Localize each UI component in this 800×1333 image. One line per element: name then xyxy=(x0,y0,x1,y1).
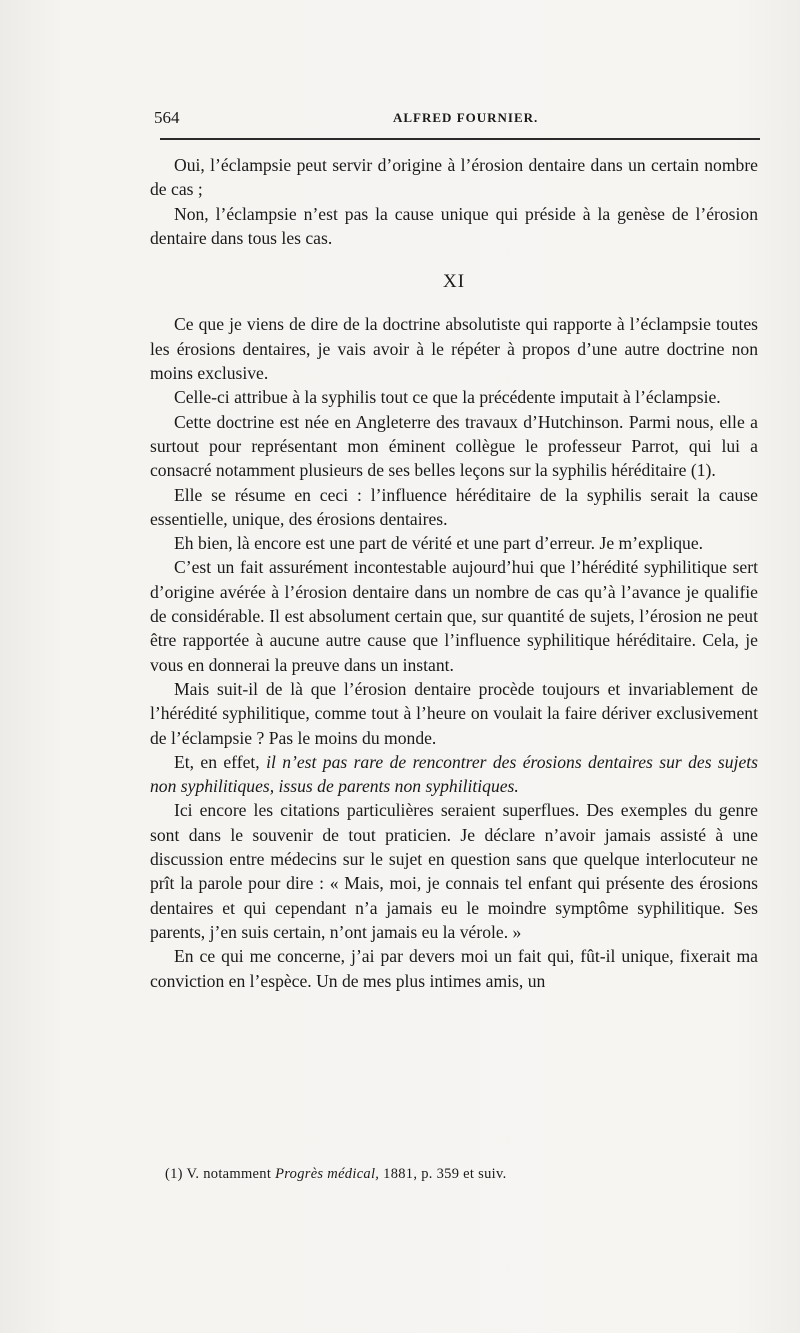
emphasis-italic: il n’est pas rare de rencontrer des érosions dentaires sur des sujets non syphilitiques, issus de parents non syphilitiques. xyxy=(150,751,759,797)
paragraph: Oui, l’éclampsie peut servir d’origine à l’érosion dentaire dans un certain nombre de cas ; xyxy=(150,155,758,200)
footnote-italic: Progrès médical, xyxy=(275,1166,380,1182)
paragraph: Elle se résume en ceci : l’influence héréditaire de la syphilis serait la cause essentielle, unique, des érosions dentaires. xyxy=(150,484,758,529)
running-head: ALFRED FOURNIER. xyxy=(393,110,539,125)
paragraph: Cette doctrine est née en Angleterre des travaux d’Hutchinson. Parmi nous, elle a surtout pour représentant mon éminent collègue le professeur Parrot, qui lui a consacré notamment plusieurs de ses belles leçons sur la syphilis héréditaire (1). xyxy=(150,411,758,481)
paragraph: En ce qui me concerne, j’ai par devers moi un fait qui, fût-il unique, fixerait ma conviction en l’espèce. Un de mes plus intimes amis, un xyxy=(150,946,758,991)
emphasis-paragraph xyxy=(150,750,758,799)
paragraph: Ici encore les citations particulières seraient superflues. Des exemples du genre sont dans le souvenir de tout praticien. Je déclare n’avoir jamais assisté à une discussion entre médecins sur le sujet en question sans que quelque interlocuteur ne prît la parole pour dire : « Mais, moi, je connais tel enfant qui présente des érosions dentaires et qui cependant n’a jamais eu le moindre symptôme syphilitique. Ses parents, j’en suis certain, n’ont jamais eu la vérole. » xyxy=(150,800,758,942)
body-text xyxy=(150,153,758,993)
paragraph: Mais suit-il de là que l’érosion dentaire procède toujours et invariablement de l’hérédité syphilitique, comme tout à l’heure on voulait la faire dériver exclusivement de l’éclampsie ? Pas le moins du monde. xyxy=(150,678,758,748)
footnote-prefix: (1) V. notamment xyxy=(165,1166,276,1182)
footnote xyxy=(165,1166,765,1183)
header-rule xyxy=(160,138,760,140)
page-header xyxy=(150,108,760,130)
page-number: 564 xyxy=(154,108,180,127)
emphasis-lead: Et, en effet, xyxy=(174,751,267,772)
paragraph: Celle-ci attribue à la syphilis tout ce que la précédente imputait à l’éclampsie. xyxy=(174,387,721,408)
paragraph: Non, l’éclampsie n’est pas la cause unique qui préside à la genèse de l’érosion dentaire dans tous les cas. xyxy=(150,203,758,248)
footnote-suffix: 1881, p. 359 et suiv. xyxy=(379,1166,507,1182)
paragraph: Eh bien, là encore est une part de vérité et une part d’erreur. Je m’explique. xyxy=(174,533,704,554)
paragraph: Ce que je viens de dire de la doctrine absolutiste qui rapporte à l’éclampsie toutes les érosions dentaires, je vais avoir à le répéter à propos d’une autre doctrine non moins exclusive. xyxy=(150,314,758,384)
paragraph: C’est un fait assurément incontestable aujourd’hui que l’hérédité syphilitique sert d’origine avérée à l’érosion dentaire dans un nombre de cas qu’à l’avance je qualifie de considérable. Il est absolument certain que, sur quantité de sujets, l’érosion ne peut être rapportée à aucune autre cause que l’influence syphilitique héréditaire. Cela, je vous en donnerai la preuve dans un instant. xyxy=(150,557,758,675)
section-title: XI xyxy=(442,271,466,293)
